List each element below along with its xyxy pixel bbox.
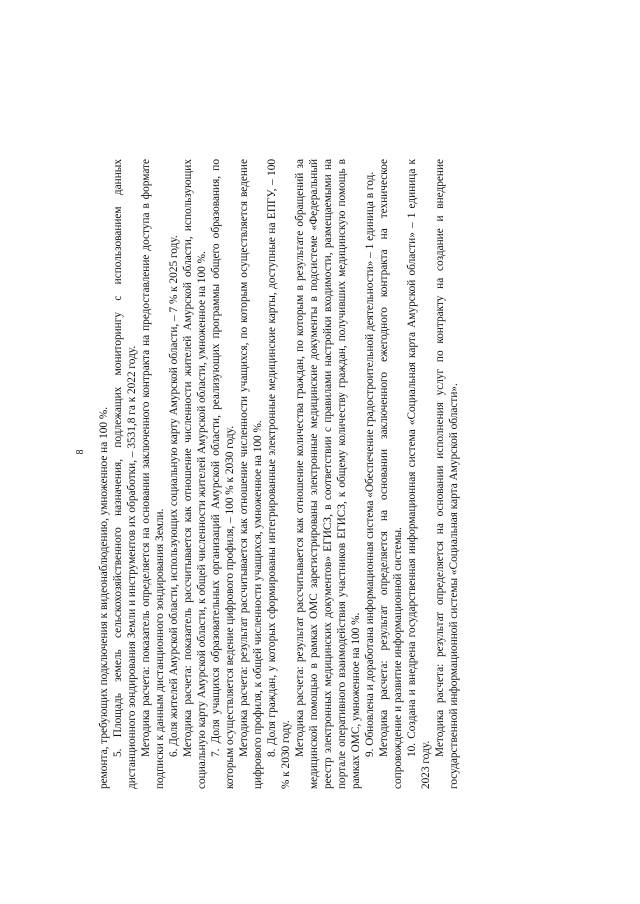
paragraph: 10. Создана и внедрена государственная информационная система «Социальная карта Амурской области» – 1 единица к 2023 году.: [406, 159, 432, 789]
paragraph: 7. Доля учащихся образовательных организаций Амурской области, реализующих программы общего образования, по которым осуществляется ведение цифрового профиля, – 100 % к 2030 году.: [210, 159, 236, 789]
page-number: 8: [75, 449, 86, 455]
paragraph: 5. Площадь земель сельскохозяйственного назначения, подлежащих мониторингу с использованием данных дистанционного зондирования Земли и инструментов их обработки, – 3531,8 га к 2022 году.: [112, 159, 138, 789]
paragraph: ремонта, требующих подключения к видеонаблюдению, умноженное на 100 %.: [98, 406, 110, 789]
paragraph: 8. Доля граждан, у которых сформированы интегрированные электронные медицинские карты, доступные на ЕПГУ, – 100 % к 2030 году.: [266, 159, 292, 789]
paragraph: Методика расчета: результат определяется на основании заключенного ежегодного контракта на техническое сопровождение и развитие информационной системы.: [378, 159, 404, 789]
paragraph: Методика расчета: результат рассчитывается как отношение количества граждан, по которым в результате обращений за медицинской помощью в рамках ОМС зарегистрированы электронные медицинские документы в подсистеме «Федеральный реестр электронных медицинских документов» ЕГИСЗ, в соответствии с правилами настройки входимости, размещаемыми на портале оперативного взаимодействия участников ЕГИСЗ, к общему количеству граждан, получивших медицинскую помощь в рамках ОМС, умноженное на 100 %.: [294, 159, 362, 789]
paragraph: 6. Доля жителей Амурской области, использующих социальную карту Амурской области, – 7 % к 2025 году.: [168, 235, 180, 757]
paragraph: Методика расчета: показатель определяется на основании заключенного контракта на предоставление доступа в формате подписки к данным дистанционного зондирования Земли.: [140, 159, 166, 789]
paragraph: 9. Обновлена и доработана информационная система «Обеспечение градостроительной деятельности» – 1 единица в год.: [364, 171, 376, 757]
paragraph: Методика расчета: результат рассчитывается как отношение численности учащихся, по которым осуществляется ведение цифрового профиля, к общей численности учащихся, умноженное на 100 %.: [238, 159, 264, 789]
paragraph: Методика расчета: результат определяется на основании исполнения услуг по контракту на создание и внедрение государственной информационной системы «Социальная карта Амурской области».: [434, 159, 460, 789]
paragraph: Методика расчета: показатель рассчитывается как отношение численности жителей Амурской области, использующих социальную карту Амурской области, к общей численности жителей Амурской области, умноженное на 100 %.: [182, 159, 208, 789]
document-body: [97, 159, 461, 789]
